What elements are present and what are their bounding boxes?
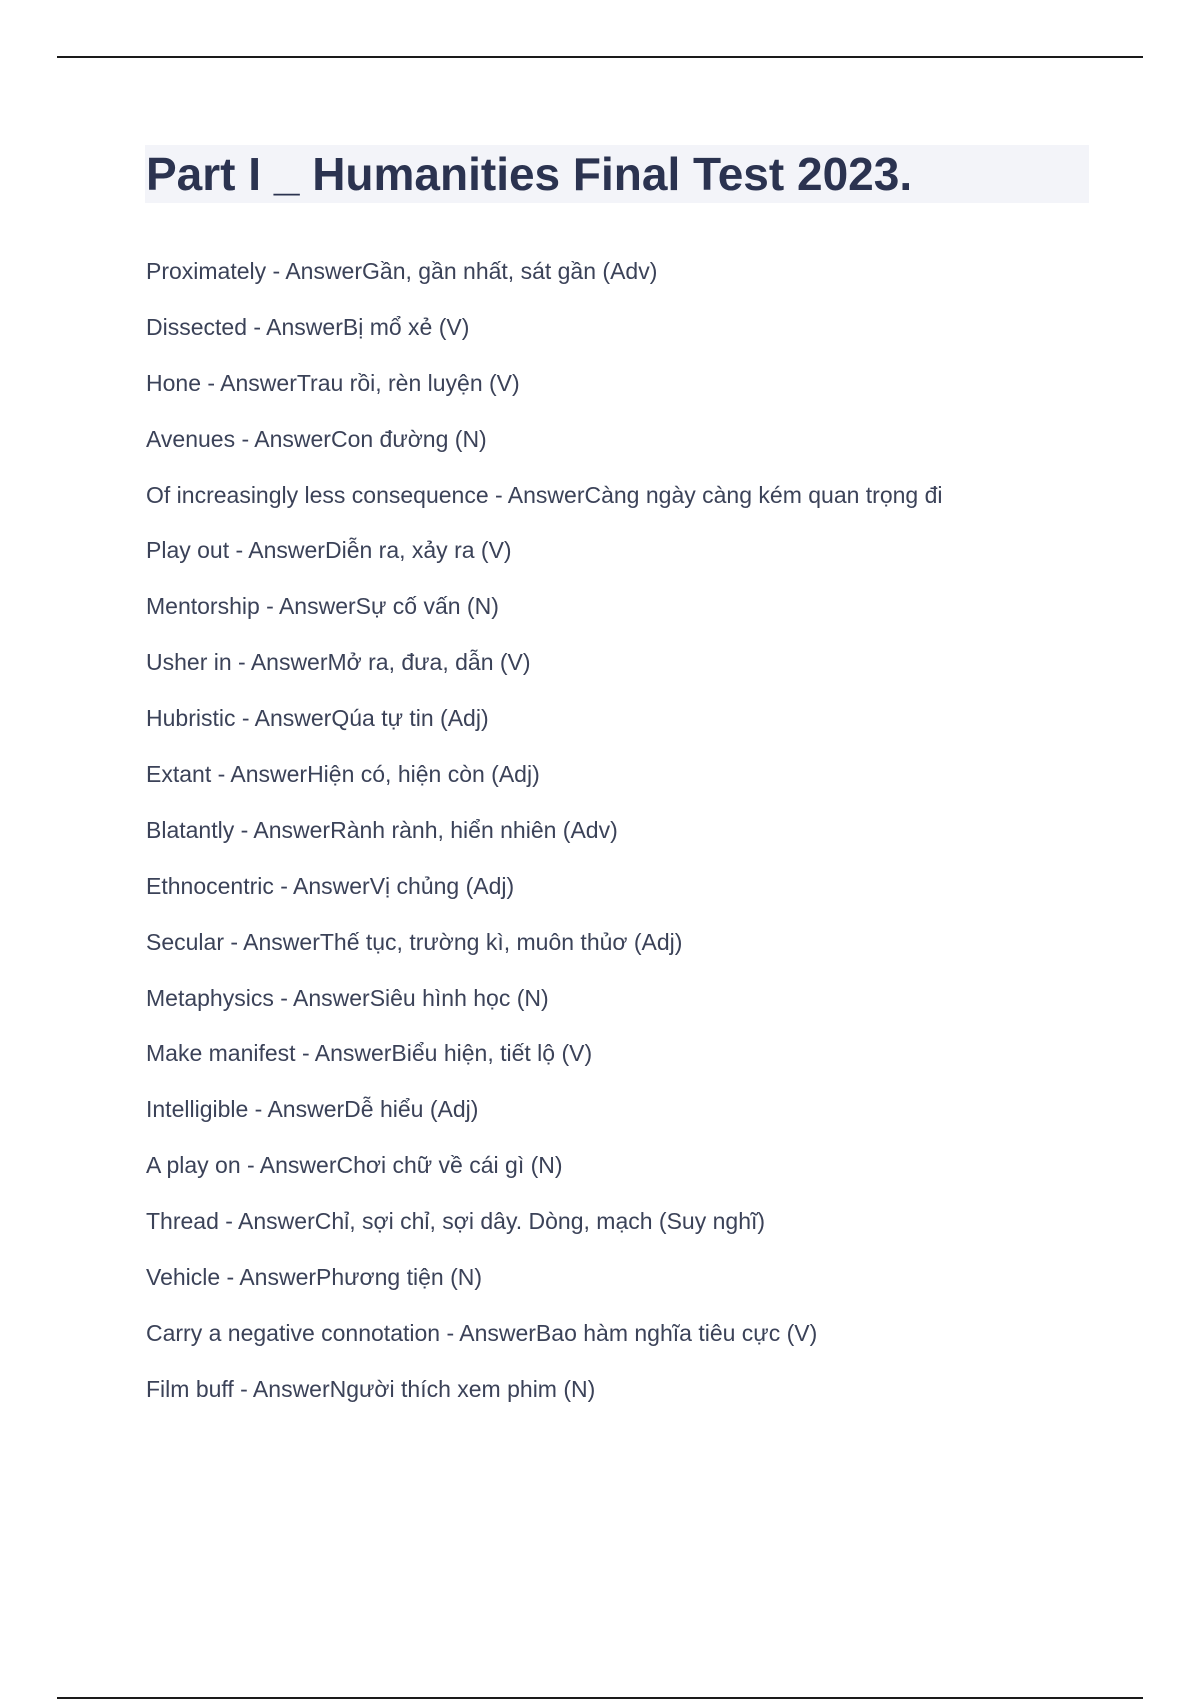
vocabulary-entry: Carry a negative connotation - AnswerBao hàm nghĩa tiêu cực (V)	[146, 1319, 818, 1346]
vocabulary-entry: Secular - AnswerThế tục, trường kì, muôn thủơ (Adj)	[146, 928, 683, 955]
vocabulary-entry: Blatantly - AnswerRành rành, hiển nhiên (Adv)	[146, 816, 618, 843]
page-title: Part I _ Humanities Final Test 2023.	[146, 148, 913, 200]
vocabulary-entry: Thread - AnswerChỉ, sợi chỉ, sợi dây. Dòng, mạch (Suy nghĩ)	[146, 1208, 766, 1235]
vocabulary-list	[146, 253, 943, 1427]
vocabulary-entry: Ethnocentric - AnswerVị chủng (Adj)	[146, 872, 515, 899]
vocabulary-entry: Extant - AnswerHiện có, hiện còn (Adj)	[146, 761, 540, 788]
vocabulary-entry: Vehicle - AnswerPhương tiện (N)	[146, 1264, 483, 1291]
vocabulary-entry: Proximately - AnswerGần, gần nhất, sát gần (Adv)	[146, 258, 658, 284]
vocabulary-entry: Hubristic - AnswerQúa tự tin (Adj)	[146, 705, 489, 732]
vocabulary-entry: Metaphysics - AnswerSiêu hình học (N)	[146, 984, 549, 1011]
vocabulary-entry: Make manifest - AnswerBiểu hiện, tiết lộ (V)	[146, 1040, 593, 1067]
vocabulary-entry: Play out - AnswerDiễn ra, xảy ra (V)	[146, 537, 512, 564]
vocabulary-entry: A play on - AnswerChơi chữ về cái gì (N)	[146, 1152, 563, 1179]
vocabulary-entry: Hone - AnswerTrau rồi, rèn luyện (V)	[146, 369, 520, 396]
vocabulary-entry: Film buff - AnswerNgười thích xem phim (N)	[146, 1375, 596, 1402]
top-divider	[57, 56, 1143, 58]
vocabulary-entry: Dissected - AnswerBị mổ xẻ (V)	[146, 313, 470, 340]
bottom-divider	[57, 1697, 1143, 1699]
vocabulary-entry: Of increasingly less consequence - AnswerCàng ngày càng kém quan trọng đi	[146, 481, 943, 508]
vocabulary-entry: Usher in - AnswerMở ra, đưa, dẫn (V)	[146, 649, 531, 676]
vocabulary-entry: Avenues - AnswerCon đường (N)	[146, 425, 487, 452]
vocabulary-entry: Mentorship - AnswerSự cố vấn (N)	[146, 593, 499, 620]
vocabulary-entry: Intelligible - AnswerDễ hiểu (Adj)	[146, 1096, 479, 1123]
